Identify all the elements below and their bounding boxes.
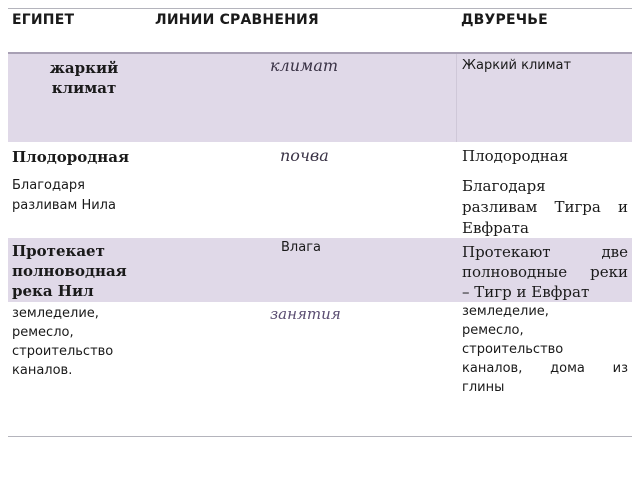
moisture-mesopotamia-line-1: Протекают две	[462, 243, 628, 261]
table-bottom-rule	[8, 436, 632, 437]
column-header-mesopotamia: ДВУРЕЧЬЕ	[461, 12, 548, 28]
soil-egypt-title: Плодородная	[12, 148, 130, 166]
column-header-criteria: ЛИНИИ СРАВНЕНИЯ	[155, 12, 319, 28]
occupations-egypt-cell: земледелие, ремесло, строительство каналов.	[12, 306, 114, 378]
soil-criterion-cell: почва	[280, 146, 329, 165]
moisture-criterion-cell: Влага	[281, 240, 321, 255]
occupations-mesopotamia-line-2: ремесло,	[462, 323, 524, 338]
column-header-egypt: ЕГИПЕТ	[12, 12, 75, 28]
moisture-egypt-cell: Протекает полноводная река Нил	[12, 242, 127, 300]
occupations-mesopotamia-line-1: земледелие,	[462, 304, 549, 319]
header-bottom-rule	[8, 52, 632, 54]
column-divider	[456, 54, 457, 142]
moisture-mesopotamia-line-3: – Тигр и Евфрат	[462, 283, 590, 301]
occupations-criterion-cell: занятия	[270, 305, 341, 323]
moisture-mesopotamia-line-2: полноводные реки	[462, 263, 628, 281]
climate-mesopotamia-cell: Жаркий климат	[462, 58, 572, 73]
soil-mesopotamia-text-2: разливам Тигра и	[462, 198, 628, 216]
occupations-mesopotamia-line-3: строительство	[462, 342, 564, 357]
climate-criterion-cell: климат	[270, 56, 339, 75]
soil-mesopotamia-title: Плодородная	[462, 147, 569, 165]
climate-egypt-cell: жаркий климат	[49, 59, 119, 97]
occupations-mesopotamia-line-4: каналов, дома из	[462, 361, 628, 376]
soil-egypt-text: Благодаря разливам Нила	[12, 178, 116, 213]
occupations-mesopotamia-line-5: глины	[462, 380, 505, 395]
soil-mesopotamia-text-3: Евфрата	[462, 219, 529, 237]
table-top-rule	[8, 8, 632, 9]
soil-mesopotamia-text-1: Благодаря	[462, 177, 546, 195]
